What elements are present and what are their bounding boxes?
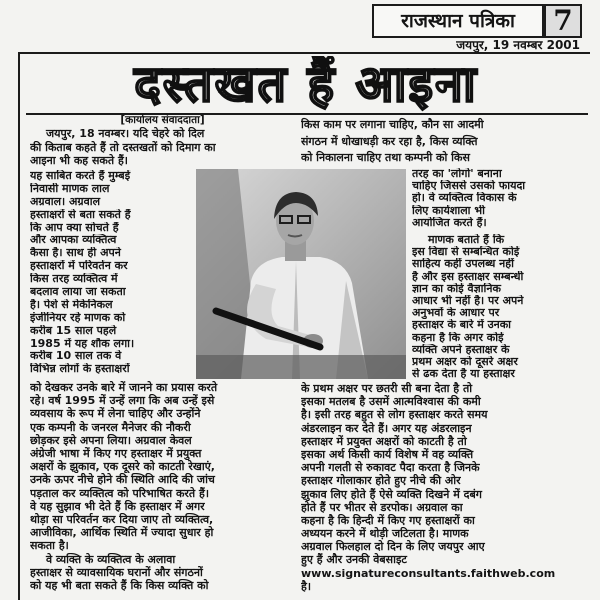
right-bottom-line: www.signatureconsultants.faithweb.com xyxy=(301,566,556,580)
left-beside-photo-line: निवासी माणक लाल xyxy=(30,182,110,195)
left-bottom-line: रहे। वर्ष 1995 में उन्हें लगा कि अब उन्हें इसे xyxy=(30,394,215,408)
left-bottom-line: व्यवसाय के रूप में लेना चाहिए और उन्होंने xyxy=(30,407,201,421)
left-bottom-line: वे व्यक्ति के व्यक्तित्व के अलावा xyxy=(46,553,176,566)
right-beside-photo-line: प्रथम अक्षर को दूसरे अक्षर xyxy=(412,355,518,368)
newspaper-masthead: राजस्थान पत्रिका xyxy=(372,4,544,38)
right-top-line: संगठन में धोखाधड़ी कर रहा है, किस व्यक्ति xyxy=(301,134,478,148)
left-beside-photo-line: करीब 10 साल तक वे xyxy=(30,350,122,363)
left-beside-photo-line: कि आप क्या सोचते हैं xyxy=(30,221,119,234)
dateline: जयपुर, 19 नवम्बर 2001 xyxy=(456,38,580,52)
left-bottom-line: हस्ताक्षर से व्यावसायिक घरानों और संगठनों xyxy=(30,566,203,580)
left-bottom-line: थोड़ा सा परिवर्तन कर दिया जाए तो व्यक्तित्व, xyxy=(30,512,214,526)
right-bottom-line: है। इसी तरह बहुत से लोग हस्ताक्षर करते समय xyxy=(301,408,488,422)
right-beside-photo-line: लिए कार्यशाला भी xyxy=(412,204,485,217)
left-beside-photo-line: यह साबित करते हैं मुम्बई xyxy=(30,170,131,182)
left-beside-photo-line: किस तरह व्यक्तित्व में xyxy=(30,273,118,286)
left-beside-photo-line: करीब 15 साल पहले xyxy=(30,324,117,337)
left-beside-photo-line: बदलाव लाया जा सकता xyxy=(30,286,126,299)
left-bottom-line: वे यह सुझाव भी देते हैं कि हस्ताक्षर में अगर xyxy=(30,499,205,513)
article-column-right-beside-photo-paragraph-1 xyxy=(412,168,580,229)
right-bottom-line: अपनी गलती से रुकावट पैदा करता है जिनके xyxy=(301,461,480,475)
left-bottom-line: को यह भी बता सकते हैं कि किस व्यक्ति को xyxy=(30,579,209,593)
left-top-line: की किताब कहते हैं तो दस्तखतों को दिमाग का xyxy=(30,140,216,154)
left-beside-photo-line: हस्ताक्षरों से बता सकते हैं xyxy=(30,208,131,221)
right-beside-photo-line: आधार भी नहीं है। पर अपने xyxy=(412,294,524,307)
left-beside-photo-line: हस्ताक्षरों में परिवर्तन कर xyxy=(30,260,128,273)
left-beside-photo-line: कैसा है। साथ ही अपने xyxy=(30,247,121,260)
right-bottom-line: के प्रथम अक्षर पर छतरी सी बना देता है तो xyxy=(301,382,473,395)
article-byline: [कार्यालय संवाददाता] xyxy=(120,114,205,126)
right-top-line: को निकालना चाहिए तथा कम्पनी को किस xyxy=(301,151,470,164)
right-bottom-line: अध्ययन करने में थोड़ी जटिलता है। माणक xyxy=(301,527,469,541)
right-beside-photo-line: इस विद्या से सम्बन्धित कोई xyxy=(412,246,520,259)
right-beside-photo-line: से ढक देता है या हस्ताक्षर xyxy=(412,368,515,381)
right-beside-photo-line: माणक बताते हैं कि xyxy=(428,234,505,246)
left-beside-photo-line: और आपका व्यक्तित्व xyxy=(30,234,117,247)
right-beside-photo-line: हो। वे व्यक्तित्व विकास के xyxy=(412,192,517,205)
article-column-right-beside-photo-paragraph-2 xyxy=(412,234,580,380)
right-beside-photo-line: साहित्य कहीं उपलब्ध नहीं xyxy=(412,258,514,271)
left-top-line: आइना भी कह सकते हैं। xyxy=(30,154,128,167)
right-beside-photo-line: कहना है कि अगर कोई xyxy=(412,331,504,344)
right-beside-photo-line: तरह का 'लोगो' बनाना xyxy=(412,168,502,180)
right-beside-photo-line: चाहिए जिससे उसको फायदा xyxy=(412,180,526,193)
article-column-right-top xyxy=(301,117,581,167)
right-beside-photo-line: हस्ताक्षर के बारे में उनका xyxy=(412,319,512,332)
left-bottom-line: को देखकर उनके बारे में जानने का प्रयास करते xyxy=(30,381,218,394)
photo-desk xyxy=(196,355,406,379)
article-column-left-beside-photo xyxy=(30,170,192,376)
left-beside-photo-line: 1985 में यह शौक लगा। xyxy=(30,337,135,350)
article-column-left-top xyxy=(30,127,295,168)
right-bottom-line: हस्ताक्षर गोलाकार होते हुए नीचे की ओर xyxy=(301,474,461,488)
page-number-badge: 7 xyxy=(544,4,582,38)
right-bottom-line: इसका मतलब है उसमें आत्मविश्वास की कमी xyxy=(301,395,481,409)
left-beside-photo-line: है। पेशे से मेकेनिकल xyxy=(30,298,113,311)
right-bottom-line: इसका अर्थ किसी कार्य विशेष में वह व्यक्ति xyxy=(301,447,474,461)
right-bottom-line: होते हैं पर भीतर से डरपोक। अग्रवाल का xyxy=(301,500,463,514)
left-beside-photo-line: इंजीनियर रहे माणक को xyxy=(30,311,126,324)
photo-man-writing xyxy=(196,169,406,379)
left-bottom-line: उनके ऊपर नीचे होने की स्थिति आदि की जांच xyxy=(30,473,215,487)
left-beside-photo-line: अग्रवाल। अग्रवाल xyxy=(30,195,101,208)
right-bottom-line: अंडरलाइन कर देते हैं। अगर यह अंडरलाइन xyxy=(301,421,472,435)
frame-top-rule xyxy=(18,52,590,54)
left-bottom-line: एक कम्पनी के जनरल मैनेजर की नौकरी xyxy=(30,420,191,434)
left-bottom-line: आजीविका, आर्थिक स्थिति में ज्यादा सुधार हो xyxy=(30,526,214,540)
right-beside-photo-line: आयोजित करते हैं। xyxy=(412,216,487,229)
right-beside-photo-line: है और इस हस्ताक्षर सम्बन्धी xyxy=(412,270,524,283)
left-bottom-line: पड़ताल कर व्यक्तित्व को परिभाषित करते हैं। xyxy=(30,486,210,500)
right-bottom-line: हस्ताक्षर में प्रयुक्त अक्षरों को काटती है तो xyxy=(301,434,467,448)
left-beside-photo-line: विभिन्न लोगों के हस्ताक्षरों xyxy=(30,363,130,376)
right-bottom-line: है। xyxy=(301,579,312,593)
article-column-left-bottom-paragraph-1 xyxy=(30,381,295,553)
right-bottom-line: कहना है कि हिन्दी में किए गए हस्ताक्षरों का xyxy=(301,513,475,527)
right-bottom-line: झुकाव लिए होते हैं ऐसे व्यक्ति दिखने में दबंग xyxy=(301,487,482,501)
right-bottom-line: हुए हैं और उनकी वेबसाइट xyxy=(301,553,407,567)
left-bottom-line: सकता है। xyxy=(30,539,69,553)
right-beside-photo-line: अनुभवों के आधार पर xyxy=(412,307,500,320)
article-column-left-bottom-paragraph-2 xyxy=(30,553,295,593)
left-top-line: जयपुर, 18 नवम्बर। यदि चेहरे को दिल xyxy=(46,127,205,140)
article-column-right-bottom xyxy=(301,382,581,593)
right-beside-photo-line: ज्ञान का कोई वैज्ञानिक xyxy=(412,282,501,295)
left-bottom-line: छोड़कर इसे अपना लिया। अग्रवाल केवल xyxy=(30,433,192,447)
right-bottom-line: अग्रवाल फिलहाल दो दिन के लिए जयपुर आए xyxy=(301,540,485,554)
right-beside-photo-line: व्यक्ति अपने हस्ताक्षर के xyxy=(412,343,510,356)
left-bottom-line: अक्षरों के झुकाव, एक दूसरे को काटती रेखाएं, xyxy=(30,460,215,474)
article-headline: दस्तखत हैं आइना xyxy=(134,56,478,112)
left-bottom-line: अंग्रेजी भाषा में किए गए हस्ताक्षर में प्रयुक्त xyxy=(30,446,202,460)
right-top-line: किस काम पर लगाना चाहिए, कौन सा आदमी xyxy=(301,118,484,131)
frame-left-rule xyxy=(18,52,20,600)
